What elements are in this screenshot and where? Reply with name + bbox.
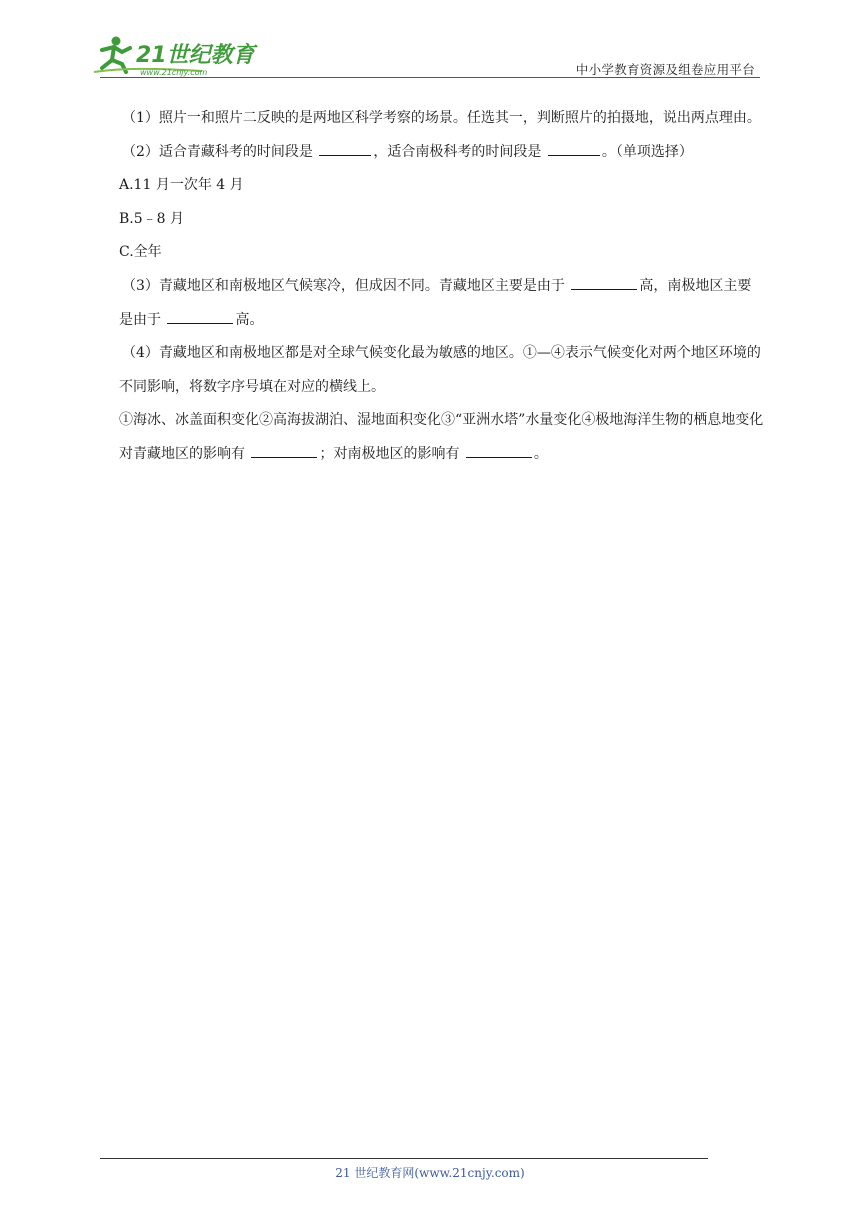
footer-link[interactable]: 21 世纪教育网(www.21cnjy.com) xyxy=(335,1166,525,1180)
question-4-text-b: ；对南极地区的影响有 xyxy=(319,445,460,462)
question-content xyxy=(119,102,764,472)
question-3-text-a: （3）青藏地区和南极地区气候寒冷，但成因不同。青藏地区主要是由于 xyxy=(122,277,565,294)
option-b: B.5﹣8 月 xyxy=(119,210,185,227)
question-3 xyxy=(119,270,764,337)
answer-blank-antarctic-impact[interactable] xyxy=(466,441,532,458)
footer-divider xyxy=(100,1158,708,1159)
question-2-text-a: （2）适合青藏科考的时间段是 xyxy=(122,143,313,160)
option-a: A.11 月一次年 4 月 xyxy=(119,177,244,194)
question-4-text-a: 对青藏地区的影响有 xyxy=(119,445,245,462)
answer-blank-qinghai-period[interactable] xyxy=(319,139,371,156)
question-2-text-b: ，适合南极科考的时间段是 xyxy=(373,143,542,160)
question-3-text-b: 高，南极地区主要是由于 xyxy=(119,277,752,328)
answer-blank-antarctic-period[interactable] xyxy=(548,139,600,156)
site-logo[interactable] xyxy=(92,34,262,78)
answer-blank-antarctic-cause[interactable] xyxy=(167,307,233,324)
answer-blank-qinghai-impact[interactable] xyxy=(251,441,317,458)
logo-url-text: www.21cnjy.com xyxy=(140,68,208,77)
question-4-answers xyxy=(119,438,764,472)
answer-blank-qinghai-cause[interactable] xyxy=(571,273,637,290)
question-4: （4）青藏地区和南极地区都是对全球气候变化最为敏感的地区。①—④表示气候变化对两个地区环境的不同影响，将数字序号填在对应的横线上。 xyxy=(119,345,761,395)
question-4-items: ①海冰、冰盖面积变化②高海拔湖泊、湿地面积变化③“亚洲水塔”水量变化④极地海洋生物的栖息地变化 xyxy=(119,412,764,429)
question-2-text-c: 。（单项选择） xyxy=(601,143,693,160)
question-2 xyxy=(119,136,764,170)
logo-text: 21世纪教育 xyxy=(136,43,255,68)
header-divider xyxy=(100,77,760,78)
platform-name: 中小学教育资源及组卷应用平台 xyxy=(575,62,755,77)
question-1: （1）照片一和照片二反映的是两地区科学考察的场景。任选其一，判断照片的拍摄地，说出两点理由。 xyxy=(122,110,761,126)
question-4-text-c: 。 xyxy=(533,445,548,462)
option-c: C.全年 xyxy=(119,244,162,261)
page-header xyxy=(0,0,860,80)
question-3-text-c: 高。 xyxy=(235,311,264,328)
running-man-logo-icon xyxy=(92,34,262,78)
